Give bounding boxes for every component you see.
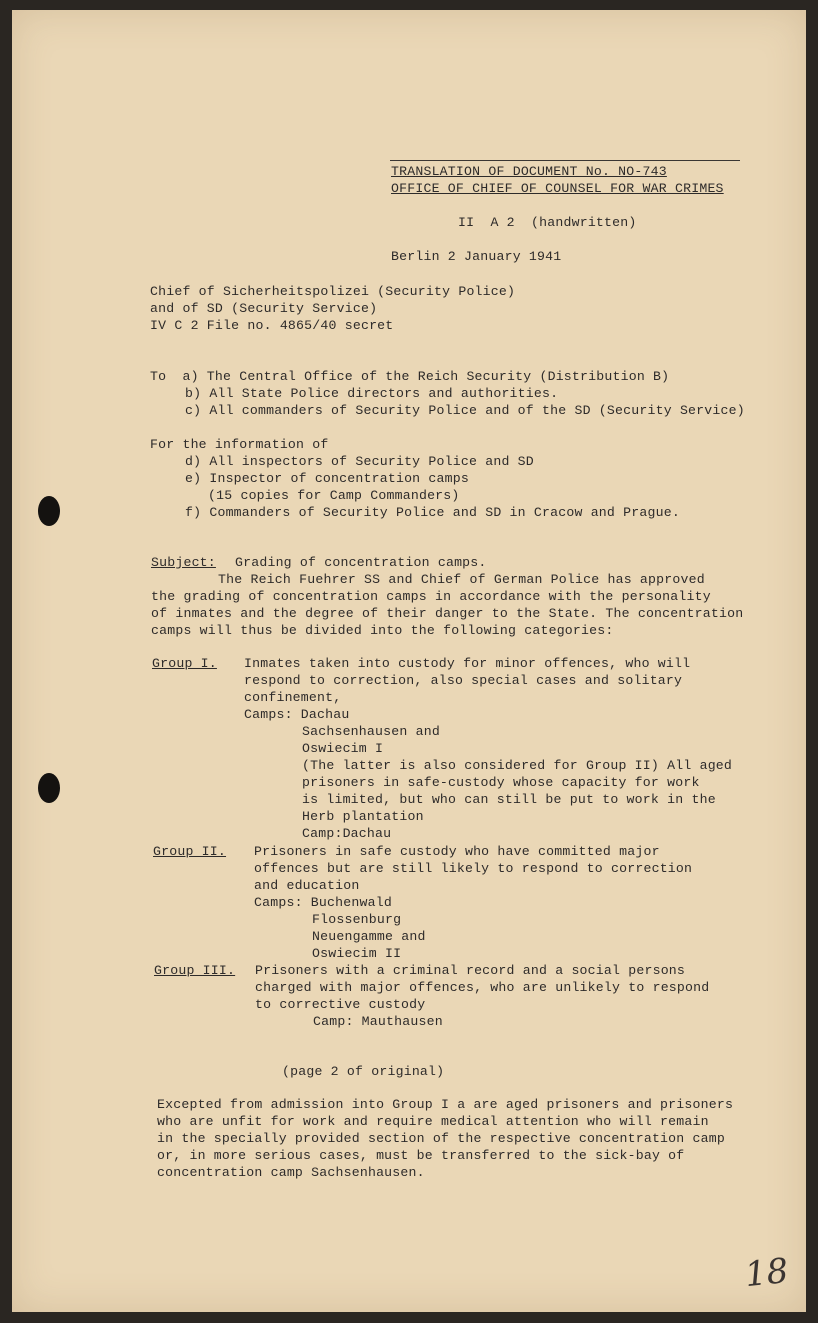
file-number: IV C 2 File no. 4865/40 secret	[150, 318, 394, 333]
group-1-line: is limited, but who can still be put to work in the	[302, 792, 716, 807]
group-3-line: to corrective custody	[255, 997, 426, 1012]
sender-line-2: and of SD (Security Service)	[150, 301, 378, 316]
group-3-label: Group III.	[154, 963, 236, 978]
punch-hole-bottom	[38, 773, 60, 803]
group-3-line: Prisoners with a criminal record and a social persons	[255, 963, 686, 978]
reference-note: II A 2 (handwritten)	[458, 215, 637, 230]
group-2-label: Group II.	[153, 844, 227, 859]
group-2-line: Prisoners in safe custody who have committed major	[254, 844, 660, 859]
date-line: Berlin 2 January 1941	[391, 249, 562, 264]
group-1-line: confinement,	[244, 690, 342, 705]
subject-para-3: of inmates and the degree of their danger to the State. The concentration	[151, 606, 744, 621]
subject-title: Grading of concentration camps.	[235, 555, 487, 570]
info-e: e) Inspector of concentration camps	[185, 471, 469, 486]
info-f: f) Commanders of Security Police and SD in Cracow and Prague.	[185, 505, 680, 520]
closing-line: Excepted from admission into Group I a are aged prisoners and prisoners	[157, 1097, 734, 1112]
group-3-camp: Camp: Mauthausen	[313, 1014, 443, 1029]
group-1-camp: Sachsenhausen and	[302, 724, 440, 739]
group-1-label: Group I.	[152, 656, 217, 671]
info-e-copies: (15 copies for Camp Commanders)	[208, 488, 460, 503]
group-1-camp: Camp:Dachau	[302, 826, 392, 841]
handwritten-page-number: 18	[742, 1250, 790, 1296]
subject-para-1: The Reich Fuehrer SS and Chief of German Police has approved	[218, 572, 705, 587]
group-1-line: Herb plantation	[302, 809, 424, 824]
sender-line-1: Chief of Sicherheitspolizei (Security Police)	[150, 284, 516, 299]
group-1-line: Inmates taken into custody for minor offences, who will	[244, 656, 691, 671]
recipient-c: c) All commanders of Security Police and of the SD (Security Service)	[185, 403, 745, 418]
group-1-camps: Camps: Dachau	[244, 707, 350, 722]
group-2-line: offences but are still likely to respond to correction	[254, 861, 693, 876]
closing-line: concentration camp Sachsenhausen.	[157, 1165, 425, 1180]
group-2-line: and education	[254, 878, 360, 893]
closing-line: or, in more serious cases, must be transferred to the sick-bay of	[157, 1148, 685, 1163]
header-rule	[390, 160, 740, 161]
closing-line: in the specially provided section of the respective concentration camp	[157, 1131, 725, 1146]
group-3-line: charged with major offences, who are unlikely to respond	[255, 980, 710, 995]
group-1-line: respond to correction, also special cases and solitary	[244, 673, 683, 688]
group-2-camp: Flossenburg	[312, 912, 402, 927]
info-d: d) All inspectors of Security Police and SD	[185, 454, 534, 469]
subject-para-4: camps will thus be divided into the following categories:	[151, 623, 614, 638]
subject-label: Subject:	[151, 555, 216, 570]
group-1-line: (The latter is also considered for Group II) All aged	[302, 758, 733, 773]
page-note: (page 2 of original)	[282, 1064, 445, 1079]
group-1-line: prisoners in safe-custody whose capacity for work	[302, 775, 700, 790]
group-1-camp: Oswiecim I	[302, 741, 384, 756]
recipient-b: b) All State Police directors and authorities.	[185, 386, 559, 401]
group-2-camps: Camps: Buchenwald	[254, 895, 392, 910]
recipient-a: To a) The Central Office of the Reich Security (Distribution B)	[150, 369, 670, 384]
translation-title: TRANSLATION OF DOCUMENT No. NO-743	[391, 164, 667, 179]
office-title: OFFICE OF CHIEF OF COUNSEL FOR WAR CRIMES	[391, 181, 724, 196]
group-2-camp: Neuengamme and	[312, 929, 426, 944]
group-2-camp: Oswiecim II	[312, 946, 402, 961]
subject-para-2: the grading of concentration camps in accordance with the personality	[151, 589, 711, 604]
punch-hole-top	[38, 496, 60, 526]
closing-line: who are unfit for work and require medical attention who will remain	[157, 1114, 709, 1129]
info-intro: For the information of	[150, 437, 329, 452]
